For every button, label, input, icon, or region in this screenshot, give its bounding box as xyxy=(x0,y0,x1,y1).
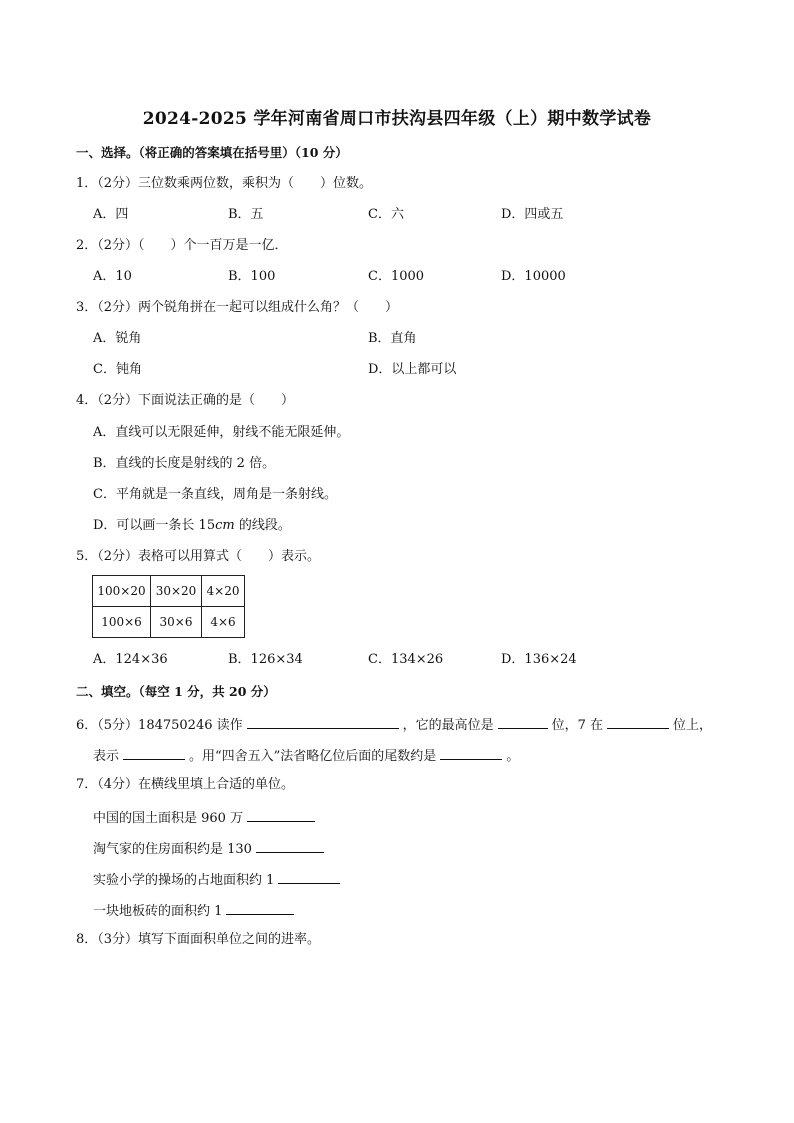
question-6-line-1 xyxy=(76,715,712,734)
q6-text-2: ，它的最高位是 xyxy=(402,718,494,733)
q3-option-d: D．以上都可以 xyxy=(368,362,457,377)
question-4-stem: 4．（2分）下面说法正确的是（ ） xyxy=(76,393,295,408)
question-5-stem: 5．（2分）表格可以用算式（ ）表示。 xyxy=(76,549,321,564)
table-cell: 100×6 xyxy=(93,607,151,638)
q6-text-6: 。用“四舍五入”法省略亿位后面的尾数约是 xyxy=(189,749,437,764)
answer-blank[interactable] xyxy=(440,746,502,760)
q4-option-d-unit: cm xyxy=(215,518,235,533)
page-title: 2024-2025 学年河南省周口市扶沟县四年级（上）期中数学试卷 xyxy=(142,109,652,129)
table-cell: 4×6 xyxy=(202,607,245,638)
q6-text-3: 位，7 在 xyxy=(551,718,604,733)
q3-option-b: B．直角 xyxy=(368,331,417,346)
q4-option-d xyxy=(93,518,291,534)
question-2-stem: 2．（2分）（ ）个一百万是一亿． xyxy=(76,238,288,253)
q4-option-d-prefix: D．可以画一条长 15 xyxy=(93,518,216,533)
answer-blank[interactable] xyxy=(123,746,185,760)
q7-item xyxy=(93,808,319,827)
q1-option-b: B．五 xyxy=(228,207,264,222)
table-cell: 30×6 xyxy=(151,607,202,638)
question-7-stem: 7．（4分）在横线里填上合适的单位。 xyxy=(76,777,295,792)
answer-blank[interactable] xyxy=(247,715,399,729)
table-cell: 30×20 xyxy=(151,576,202,607)
q5-option-b: B．126×34 xyxy=(228,652,303,667)
answer-blank[interactable] xyxy=(226,901,294,915)
q4-option-d-suffix: 的线段。 xyxy=(234,518,291,533)
q4-option-a: A．直线可以无限延伸，射线不能无限延伸。 xyxy=(93,425,350,440)
q7-item xyxy=(93,870,344,889)
q5-option-d: D．136×24 xyxy=(501,652,577,667)
q7-item-text: 中国的国土面积是 960 万 xyxy=(93,811,244,826)
q6-text-7: 。 xyxy=(506,749,520,764)
answer-blank[interactable] xyxy=(278,870,340,884)
q3-option-c: C．钝角 xyxy=(93,362,142,377)
q6-text-1: 6．（5分）184750246 读作 xyxy=(76,718,243,733)
answer-blank[interactable] xyxy=(607,715,669,729)
answer-blank[interactable] xyxy=(247,808,315,822)
question-3-stem: 3．（2分）两个锐角拼在一起可以组成什么角？（ ） xyxy=(76,300,399,315)
question-6-line-2 xyxy=(93,746,519,765)
q5-option-c: C．134×26 xyxy=(368,652,444,667)
answer-blank[interactable] xyxy=(256,839,324,853)
q4-option-b: B．直线的长度是射线的 2 倍。 xyxy=(93,456,276,471)
q5-multiplication-table xyxy=(92,575,245,638)
q3-option-a: A．锐角 xyxy=(93,331,142,346)
q7-item-text: 淘气家的住房面积约是 130 xyxy=(93,842,252,857)
q7-item xyxy=(93,901,298,920)
q1-option-a: A．四 xyxy=(93,207,129,222)
q4-option-c: C．平角就是一条直线，周角是一条射线。 xyxy=(93,487,337,502)
question-8-stem: 8．（3分）填写下面面积单位之间的进率。 xyxy=(76,932,321,947)
table-cell: 4×20 xyxy=(202,576,245,607)
q6-text-5: 表示 xyxy=(93,749,120,764)
q7-item-text: 一块地板砖的面积约 1 xyxy=(93,904,223,919)
section-heading-fill: 二、填空。（每空 1 分，共 20 分） xyxy=(76,684,276,699)
q2-option-c: C．1000 xyxy=(368,269,425,284)
q5-option-a: A．124×36 xyxy=(93,652,168,667)
table-row xyxy=(93,607,245,638)
question-1-stem: 1．（2分）三位数乘两位数，乘积为（ ）位数。 xyxy=(76,176,373,191)
table-cell: 100×20 xyxy=(93,576,151,607)
q1-option-c: C．六 xyxy=(368,207,404,222)
section-heading-choice: 一、选择。（将正确的答案填在括号里）（10 分） xyxy=(76,145,348,160)
q6-text-4: 位上， xyxy=(673,718,713,733)
q1-option-d: D．四或五 xyxy=(501,207,564,222)
q7-item-text: 实验小学的操场的占地面积约 1 xyxy=(93,873,275,888)
q7-item xyxy=(93,839,328,858)
q2-option-a: A．10 xyxy=(93,269,132,284)
q2-option-b: B．100 xyxy=(228,269,276,284)
q2-option-d: D．10000 xyxy=(501,269,566,284)
table-row xyxy=(93,576,245,607)
answer-blank[interactable] xyxy=(498,715,548,729)
